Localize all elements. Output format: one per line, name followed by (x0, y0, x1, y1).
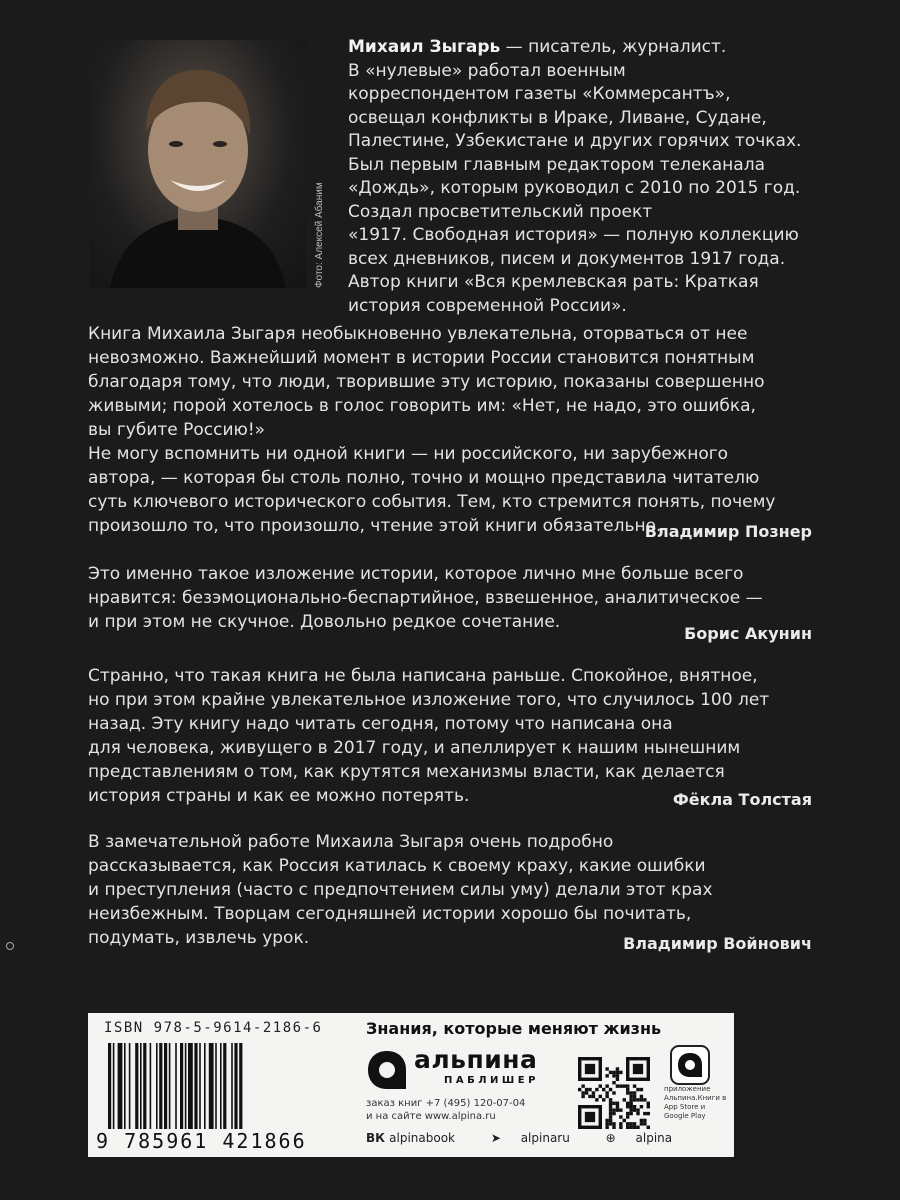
review-line: неизбежным. Творцам сегодняшней истории хорошо бы почитать, (88, 904, 692, 924)
bio-line: корреспондентом газеты «Коммерсантъ», (348, 84, 731, 104)
review-line: суть ключевого исторического события. Тем, кто стремится понять, почему (88, 492, 776, 512)
review-author: Фёкла Толстая (672, 790, 812, 809)
review-line: благодаря тому, что люди, творившие эту историю, показаны совершенно (88, 372, 765, 392)
social-telegram (491, 1131, 586, 1145)
bio-line: всех дневников, писем и документов 1917 года. (348, 248, 786, 269)
bio-line: «Дождь», которым руководил с 2010 по 2015 год. (348, 178, 801, 198)
review-line: Не могу вспомнить ни одной книги — ни российского, ни зарубежного (88, 444, 729, 464)
isbn-label: ISBN 978-5-9614-2186-6 (104, 1020, 323, 1036)
review-pozner (88, 322, 818, 538)
review-line: рассказывается, как Россия катилась к своему краху, какие ошибки (88, 856, 706, 876)
app-icon (670, 1045, 710, 1085)
review-author: Борис Акунин (684, 624, 812, 643)
review-line: Книга Михаила Зыгаря необыкновенно увлекательна, оторваться от нее (88, 324, 748, 344)
review-line: живыми; порой хотелось в голос говорить им: «Нет, не надо, это ошибка, (88, 396, 756, 416)
review-line: автора, — которая бы столь полно, точно и мощно представила читателю (88, 468, 760, 488)
review-line: представлениям о том, как крутятся механизмы власти, как делается (88, 762, 725, 782)
bio-line: Автор книги «Вся кремлевская рать: Краткая (348, 272, 759, 292)
order-site: и на сайте www.alpina.ru (366, 1111, 496, 1122)
review-line: назад. Эту книгу надо читать сегодня, потому что написана она (88, 714, 673, 734)
publisher-subtitle: ПАБЛИШЕР (444, 1075, 539, 1086)
review-line: В замечательной работе Михаила Зыгаря очень подробно (88, 832, 614, 852)
bio-line: — писатель, журналист. (500, 37, 727, 57)
order-info (366, 1097, 525, 1123)
bio-line: освещал конфликты в Ираке, Ливане, Судане, (348, 107, 767, 128)
publisher-panel (88, 1013, 734, 1157)
social-links (366, 1131, 704, 1145)
review-line: вы губите Россию!» (88, 420, 266, 440)
review-line: подумать, извлечь урок. (88, 928, 310, 948)
photo-credit: Фото: Алексей Абаним (314, 182, 325, 288)
order-phone: заказ книг +7 (495) 120-07-04 (366, 1098, 526, 1109)
social-vk (366, 1131, 471, 1145)
social-other-label: alpina (635, 1131, 673, 1145)
bio-line: «1917. Свободная история» — полную коллекцию (348, 225, 799, 245)
review-tolstaya (88, 664, 818, 808)
review-line: и преступления (часто с предпочтением силы уму) делали этот крах (88, 880, 713, 900)
publisher-name: альпина (414, 1045, 538, 1074)
bio-line: В «нулевые» работал военным (348, 60, 626, 81)
review-line: Это именно такое изложение истории, которое лично мне больше всего (88, 564, 744, 584)
review-line: но при этом крайне увлекательное изложение того, что случилось 100 лет (88, 690, 770, 710)
alpina-logo-icon (366, 1049, 408, 1091)
author-bio (348, 36, 818, 318)
social-other (606, 1131, 688, 1145)
bio-line: Был первым главным редактором телеканала (348, 154, 765, 175)
barcode-digits: 9 785961 421866 (96, 1129, 307, 1153)
review-line: произошло то, что произошло, чтение этой книги обязательно. (88, 516, 662, 536)
bio-line: Создал просветительский проект (348, 201, 653, 222)
review-line: невозможно. Важнейший момент в истории России становится понятным (88, 348, 755, 368)
bio-line: Палестине, Узбекистане и других горячих точках. (348, 131, 802, 151)
review-voinovich (88, 830, 818, 950)
publisher-slogan: Знания, которые меняют жизнь (366, 1019, 662, 1038)
review-line: для человека, живущего в 2017 году, и апеллирует к нашим нынешним (88, 738, 741, 758)
telegram-icon: ➤ (490, 1131, 505, 1145)
review-line: и при этом не скучное. Довольно редкое сочетание. (88, 612, 561, 632)
plus-circle-icon: ⊕ (605, 1131, 620, 1145)
bio-line: история современной России». (348, 295, 627, 316)
edge-dot (6, 942, 14, 950)
author-photo (90, 40, 306, 288)
author-name: Михаил Зыгарь (348, 37, 501, 57)
app-note: приложение Альпина.Книги в App Store и Google Play (664, 1085, 727, 1120)
qr-code-icon (578, 1057, 650, 1129)
review-author: Владимир Войнович (623, 934, 812, 953)
review-line: Странно, что такая книга не была написана раньше. Спокойное, внятное, (88, 666, 758, 686)
review-author: Владимир Познер (644, 522, 812, 541)
social-vk-label: alpinabook (389, 1131, 455, 1145)
barcode-icon (108, 1043, 348, 1129)
review-line: история страны и как ее можно потерять. (88, 786, 470, 806)
social-telegram-label: alpinaru (520, 1131, 570, 1145)
vk-icon: ВК (366, 1131, 390, 1145)
review-line: нравится: безэмоционально-беспартийное, взвешенное, аналитическое — (88, 588, 763, 608)
